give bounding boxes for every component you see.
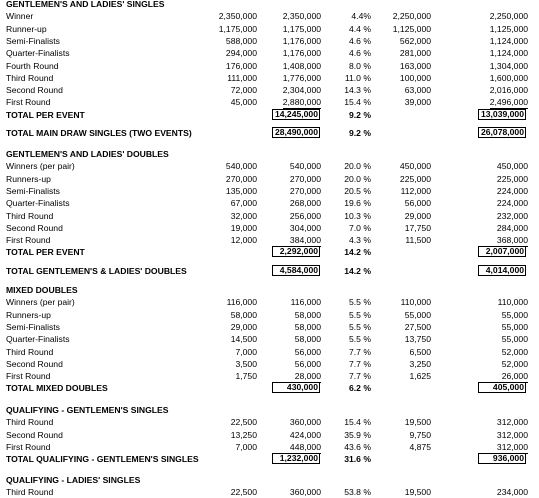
increase-pct: 15.4 % — [344, 97, 371, 108]
total-pct: 6.2 % — [349, 383, 371, 394]
total-label: TOTAL PER EVENT — [6, 247, 85, 258]
per-player-amount: 1,750 — [235, 371, 257, 382]
increase-pct: 4.6 % — [349, 48, 371, 59]
table-row — [0, 185, 539, 197]
row-label: Semi-Finalists — [6, 321, 60, 332]
increase-pct: 14.3 % — [344, 85, 371, 96]
event-total: 58,000 — [294, 321, 321, 332]
table-row — [0, 35, 539, 47]
prev-event-total: 1,124,000 — [489, 48, 528, 59]
doubles-total-row — [0, 246, 539, 258]
total-pct: 31.6 % — [344, 454, 371, 465]
total-prev-event-box — [478, 453, 526, 464]
table-row — [0, 72, 539, 84]
increase-pct: 11.0 % — [344, 72, 371, 83]
mixed-total-row — [0, 382, 539, 394]
event-total: 270,000 — [289, 185, 321, 196]
table-row — [0, 47, 539, 59]
grand-total-event-box — [272, 127, 320, 138]
per-player-amount: 7,000 — [235, 346, 257, 357]
event-total: 360,000 — [289, 417, 321, 428]
event-total: 1,176,000 — [282, 48, 321, 59]
total-prev-event: 13,039,000 — [480, 108, 524, 119]
qual_gents-title: QUALIFYING - GENTLEMEN'S SINGLES — [6, 405, 169, 415]
prev-per-player-amount: 55,000 — [404, 309, 431, 320]
per-player-amount: 588,000 — [225, 35, 257, 46]
row-label: Third Round — [6, 487, 54, 498]
event-total: 256,000 — [289, 210, 321, 221]
prev-per-player-amount: 17,750 — [404, 222, 431, 233]
table-row — [0, 370, 539, 382]
table-row — [0, 346, 539, 358]
row-label: Second Round — [6, 85, 63, 96]
increase-pct: 35.9 % — [344, 429, 371, 440]
per-player-amount: 270,000 — [225, 173, 257, 184]
table-row — [0, 84, 539, 96]
event-total: 268,000 — [289, 198, 321, 209]
prev-event-total: 225,000 — [496, 173, 528, 184]
prev-event-total: 26,000 — [501, 371, 528, 382]
qual_ladies-header — [0, 474, 539, 486]
prev-event-total: 234,000 — [496, 487, 528, 498]
total-prev-event-box — [478, 109, 526, 120]
prev-per-player-amount: 1,625 — [409, 371, 431, 382]
total-prev-event: 2,007,000 — [485, 246, 524, 257]
event-total: 1,408,000 — [282, 60, 321, 71]
per-player-amount: 22,500 — [230, 487, 257, 498]
prev-per-player-amount: 9,750 — [409, 429, 431, 440]
row-label: Quarter-Finalists — [6, 334, 70, 345]
doubles-title: GENTLEMEN'S AND LADIES' DOUBLES — [6, 149, 169, 159]
grand-total-event-box — [272, 265, 320, 276]
event-total: 58,000 — [294, 309, 321, 320]
per-player-amount: 7,000 — [235, 441, 257, 452]
prev-event-total: 450,000 — [496, 161, 528, 172]
per-player-amount: 22,500 — [230, 417, 257, 428]
prev-per-player-amount: 29,000 — [404, 210, 431, 221]
increase-pct: 7.7 % — [349, 346, 371, 357]
event-total: 448,000 — [289, 441, 321, 452]
prev-per-player-amount: 27,500 — [404, 321, 431, 332]
increase-pct: 15.4 % — [344, 417, 371, 428]
row-label: First Round — [6, 371, 51, 382]
prev-per-player-amount: 100,000 — [399, 72, 431, 83]
table-row — [0, 309, 539, 321]
per-player-amount: 13,250 — [230, 429, 257, 440]
qual_ladies-title: QUALIFYING - LADIES' SINGLES — [6, 475, 141, 485]
per-player-amount: 540,000 — [225, 161, 257, 172]
event-total: 1,176,000 — [282, 35, 321, 46]
doubles-grand-total-row — [0, 265, 539, 277]
prev-event-total: 52,000 — [501, 346, 528, 357]
total-label: TOTAL MIXED DOUBLES — [6, 383, 108, 394]
row-label: Third Round — [6, 346, 54, 357]
total-event: 1,232,000 — [279, 453, 318, 464]
table-row — [0, 60, 539, 72]
increase-pct: 5.5 % — [349, 321, 371, 332]
increase-pct: 4.4 % — [349, 23, 371, 34]
total-event: 14,245,000 — [274, 108, 318, 119]
table-row — [0, 333, 539, 345]
prev-event-total: 2,496,000 — [489, 97, 528, 108]
per-player-amount: 14,500 — [230, 334, 257, 345]
table-row — [0, 234, 539, 246]
prev-event-total: 312,000 — [496, 429, 528, 440]
event-total: 28,000 — [294, 371, 321, 382]
table-row — [0, 486, 539, 498]
total-event: 430,000 — [286, 382, 318, 393]
table-row — [0, 321, 539, 333]
per-player-amount: 45,000 — [230, 97, 257, 108]
per-player-amount: 32,000 — [230, 210, 257, 221]
total-pct: 9.2 % — [349, 109, 371, 120]
table-row — [0, 10, 539, 22]
row-label: Second Round — [6, 429, 63, 440]
prev-event-total: 2,250,000 — [489, 11, 528, 22]
row-label: First Round — [6, 441, 51, 452]
total-event-box — [272, 453, 320, 464]
per-player-amount: 72,000 — [230, 85, 257, 96]
total-event-box — [272, 382, 320, 393]
event-total: 2,350,000 — [282, 11, 321, 22]
increase-pct: 5.5 % — [349, 334, 371, 345]
prev-per-player-amount: 450,000 — [399, 161, 431, 172]
row-label: Semi-Finalists — [6, 35, 60, 46]
table-row — [0, 23, 539, 35]
prev-per-player-amount: 4,875 — [409, 441, 431, 452]
prev-event-total: 224,000 — [496, 185, 528, 196]
increase-pct: 7.7 % — [349, 371, 371, 382]
prev-event-total: 1,125,000 — [489, 23, 528, 34]
row-label: Third Round — [6, 210, 54, 221]
event-total: 56,000 — [294, 346, 321, 357]
per-player-amount: 135,000 — [225, 185, 257, 196]
singles-title: GENTLEMEN'S AND LADIES' SINGLES — [6, 0, 165, 9]
prev-per-player-amount: 13,750 — [404, 334, 431, 345]
qual_gents-total-row — [0, 453, 539, 465]
grand-total-pct: 9.2 % — [349, 128, 371, 138]
prev-per-player-amount: 56,000 — [404, 198, 431, 209]
grand-total-event: 28,490,000 — [274, 127, 318, 137]
total-prev-event-box — [478, 382, 526, 393]
table-row — [0, 358, 539, 370]
grand-total-prev-event-box — [478, 127, 526, 138]
event-total: 1,175,000 — [282, 23, 321, 34]
row-label: Quarter-Finalists — [6, 198, 70, 209]
mixed-title: MIXED DOUBLES — [6, 285, 78, 295]
increase-pct: 20.5 % — [344, 185, 371, 196]
row-label: Winners (per pair) — [6, 297, 75, 308]
event-total: 270,000 — [289, 173, 321, 184]
total-prev-event: 936,000 — [492, 453, 524, 464]
per-player-amount: 294,000 — [225, 48, 257, 59]
prev-event-total: 2,016,000 — [489, 85, 528, 96]
prev-per-player-amount: 39,000 — [404, 97, 431, 108]
increase-pct: 20.0 % — [344, 173, 371, 184]
increase-pct: 5.5 % — [349, 309, 371, 320]
row-label: Third Round — [6, 417, 54, 428]
event-total: 116,000 — [290, 297, 321, 308]
table-row — [0, 429, 539, 441]
table-row — [0, 197, 539, 209]
prev-per-player-amount: 6,500 — [409, 346, 431, 357]
grand-total-prev-event: 26,078,000 — [480, 127, 524, 137]
grand-total-event: 4,584,000 — [279, 264, 318, 275]
prev-per-player-amount: 163,000 — [399, 60, 431, 71]
increase-pct: 8.0 % — [349, 60, 371, 71]
total-pct: 14.2 % — [344, 247, 371, 258]
row-label: Semi-Finalists — [6, 185, 60, 196]
qual_gents-header — [0, 404, 539, 416]
prev-per-player-amount: 225,000 — [399, 173, 431, 184]
increase-pct: 19.6 % — [344, 198, 371, 209]
table-row — [0, 160, 539, 172]
per-player-amount: 58,000 — [230, 309, 257, 320]
prev-event-total: 312,000 — [496, 441, 528, 452]
increase-pct: 53.8 % — [344, 487, 371, 498]
total-event: 2,292,000 — [279, 246, 318, 257]
per-player-amount: 29,000 — [230, 321, 257, 332]
increase-pct: 20.0 % — [344, 161, 371, 172]
mixed-header — [0, 284, 539, 296]
prev-per-player-amount: 1,125,000 — [392, 23, 431, 34]
total-event-box — [272, 109, 320, 120]
event-total: 1,776,000 — [282, 72, 321, 83]
row-label: Fourth Round — [6, 60, 59, 71]
per-player-amount: 1,175,000 — [218, 23, 257, 34]
table-row — [0, 416, 539, 428]
prev-event-total: 1,600,000 — [489, 72, 528, 83]
prev-per-player-amount: 3,250 — [409, 358, 431, 369]
grand-total-prev-event-box — [478, 265, 526, 276]
prev-event-total: 52,000 — [501, 358, 528, 369]
table-row — [0, 96, 539, 108]
grand-total-pct: 14.2 % — [344, 265, 371, 276]
row-label: Winner — [6, 11, 34, 22]
table-row — [0, 441, 539, 453]
grand-total-prev-event: 4,014,000 — [485, 264, 524, 275]
singles-total-row — [0, 109, 539, 121]
row-label: First Round — [6, 235, 51, 246]
total-prev-event: 405,000 — [492, 382, 524, 393]
event-total: 360,000 — [289, 487, 321, 498]
prev-per-player-amount: 19,500 — [404, 417, 431, 428]
event-total: 384,000 — [289, 235, 321, 246]
event-total: 56,000 — [294, 358, 321, 369]
singles-grand-total-row — [0, 127, 539, 139]
prev-per-player-amount: 11,500 — [405, 235, 431, 246]
per-player-amount: 12,000 — [230, 235, 257, 246]
prev-per-player-amount: 110,000 — [400, 297, 431, 308]
increase-pct: 43.6 % — [344, 441, 371, 452]
singles-header — [0, 0, 539, 10]
prev-event-total: 284,000 — [496, 222, 528, 233]
increase-pct: 7.0 % — [349, 222, 371, 233]
row-label: Second Round — [6, 222, 63, 233]
prev-per-player-amount: 2,250,000 — [392, 11, 431, 22]
row-label: Third Round — [6, 72, 54, 83]
event-total: 540,000 — [289, 161, 321, 172]
grand-total-label: TOTAL MAIN DRAW SINGLES (TWO EVENTS) — [6, 128, 192, 138]
increase-pct: 4.6 % — [349, 35, 371, 46]
prev-per-player-amount: 19,500 — [404, 487, 431, 498]
per-player-amount: 3,500 — [235, 358, 257, 369]
prev-event-total: 55,000 — [501, 309, 528, 320]
per-player-amount: 176,000 — [225, 60, 257, 71]
grand-total-label: TOTAL GENTLEMEN'S & LADIES' DOUBLES — [6, 265, 187, 276]
prev-event-total: 232,000 — [496, 210, 528, 221]
prev-event-total: 312,000 — [496, 417, 528, 428]
row-label: Runners-up — [6, 309, 51, 320]
table-row — [0, 210, 539, 222]
total-prev-event-box — [478, 246, 526, 257]
total-event-box — [272, 246, 320, 257]
prev-event-total: 368,000 — [496, 235, 528, 246]
event-total: 304,000 — [289, 222, 321, 233]
event-total: 2,880,000 — [282, 97, 321, 108]
row-label: Quarter-Finalists — [6, 48, 70, 59]
prev-per-player-amount: 63,000 — [404, 85, 431, 96]
prev-per-player-amount: 281,000 — [399, 48, 431, 59]
event-total: 58,000 — [294, 334, 321, 345]
total-label: TOTAL QUALIFYING - GENTLEMEN'S SINGLES — [6, 454, 199, 465]
per-player-amount: 111,000 — [227, 72, 257, 83]
table-row — [0, 173, 539, 185]
per-player-amount: 67,000 — [230, 198, 257, 209]
doubles-header — [0, 148, 539, 160]
prev-event-total: 1,124,000 — [489, 35, 528, 46]
increase-pct: 4.3 % — [349, 235, 371, 246]
prev-per-player-amount: 112,000 — [400, 185, 431, 196]
increase-pct: 10.3 % — [344, 210, 371, 221]
prev-event-total: 110,000 — [497, 297, 528, 308]
prev-per-player-amount: 562,000 — [399, 35, 431, 46]
prev-event-total: 1,304,000 — [489, 60, 528, 71]
event-total: 424,000 — [289, 429, 321, 440]
increase-pct: 4.4% — [351, 11, 371, 22]
event-total: 2,304,000 — [282, 85, 321, 96]
increase-pct: 5.5 % — [349, 297, 371, 308]
row-label: Runner-up — [6, 23, 47, 34]
row-label: First Round — [6, 97, 51, 108]
increase-pct: 7.7 % — [349, 358, 371, 369]
table-row — [0, 222, 539, 234]
prev-event-total: 55,000 — [501, 334, 528, 345]
table-row — [0, 296, 539, 308]
row-label: Runners-up — [6, 173, 51, 184]
per-player-amount: 116,000 — [226, 297, 257, 308]
per-player-amount: 2,350,000 — [218, 11, 257, 22]
per-player-amount: 19,000 — [230, 222, 257, 233]
prev-event-total: 224,000 — [496, 198, 528, 209]
prev-event-total: 55,000 — [501, 321, 528, 332]
total-label: TOTAL PER EVENT — [6, 109, 85, 120]
row-label: Winners (per pair) — [6, 161, 75, 172]
row-label: Second Round — [6, 358, 63, 369]
